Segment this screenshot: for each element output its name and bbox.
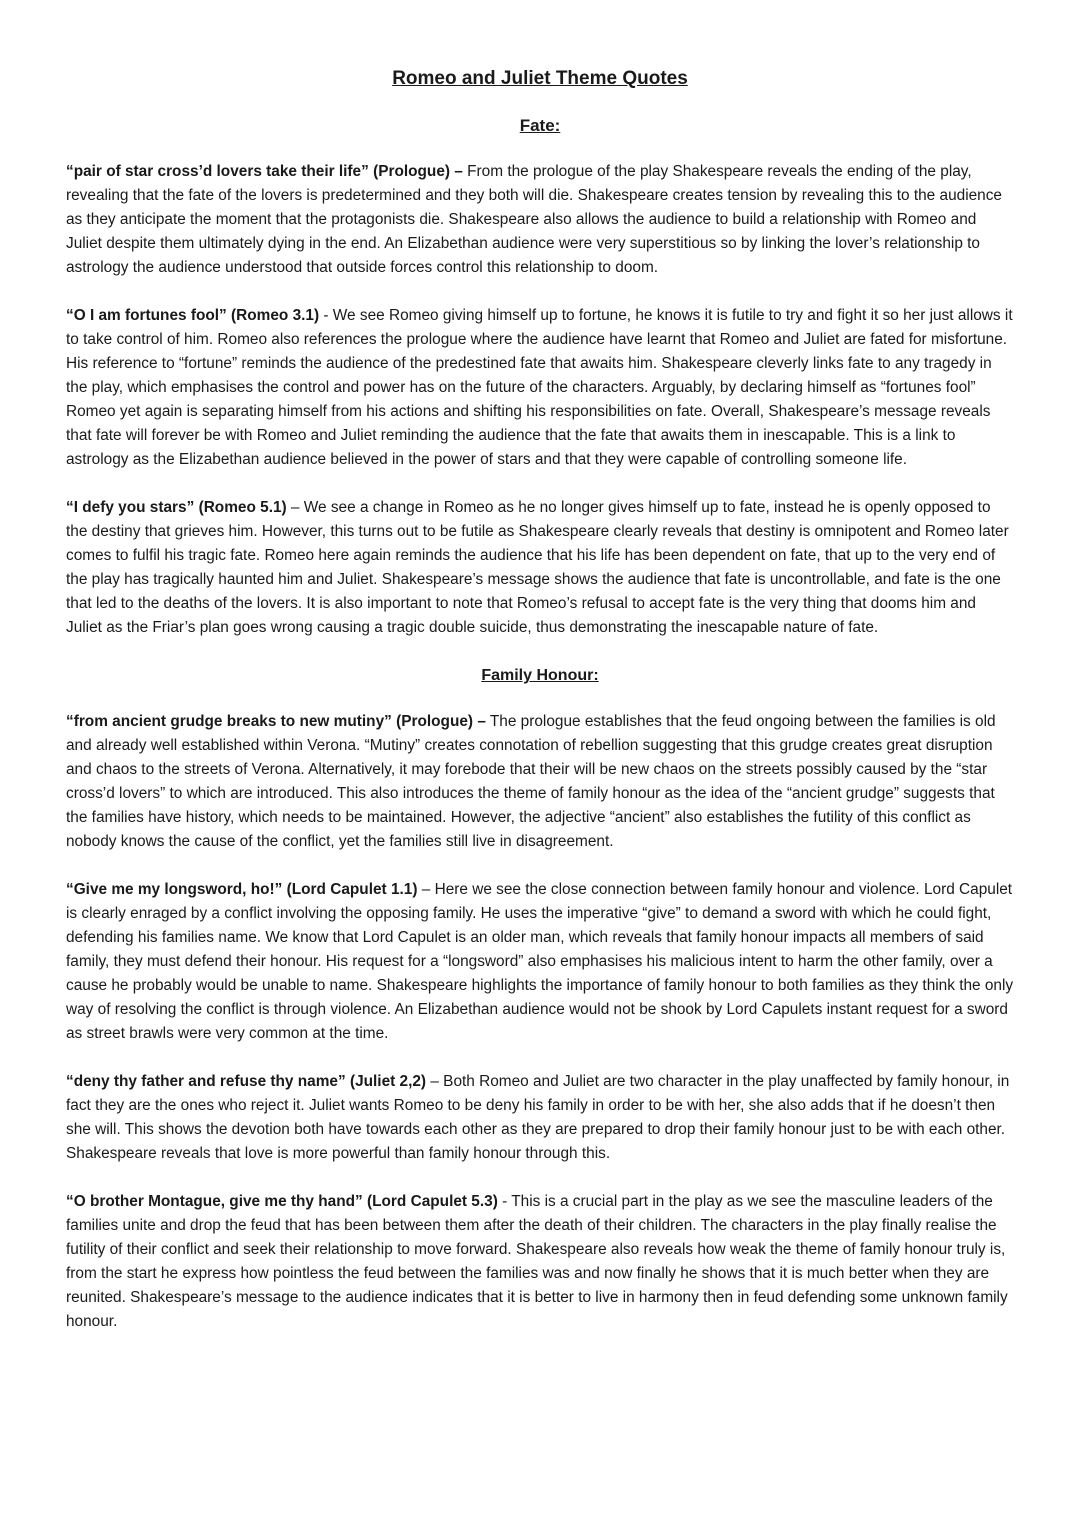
quote-entry <box>66 710 1014 854</box>
quote-entry <box>66 878 1014 1046</box>
quote-text: “pair of star cross’d lovers take their life” (Prologue) – <box>66 163 463 180</box>
analysis-text: – Here we see the close connection between family honour and violence. Lord Capulet is clearly enraged by a conflict involving the opposing family. He uses the imperative “give” to demand a sword with which he could fight, defending his families name. We know that Lord Capulet is an older man, which reveals that family honour impacts all members of said family, they must defend their honour. His request for a “longsword” also emphasises his malicious intent to harm the other family, over a cause he probably would be unable to name. Shakespeare highlights the importance of family honour to both families as they think the only way of resolving the conflict is through violence. An Elizabethan audience would not be shook by Lord Capulets instant request for a sword as street brawls were very common at the time. <box>66 881 1014 1042</box>
quote-text: “deny thy father and refuse thy name” (Juliet 2,2) <box>66 1073 427 1090</box>
analysis-text: – Both Romeo and Juliet are two character in the play unaffected by family honour, in fact they are the ones who reject it. Juliet wants Romeo to be deny his family in order to be with her, she also adds that if he doesn’t then she will. This shows the devotion both have towards each other as they are prepared to drop their family honour just to be with each other. Shakespeare reveals that love is more powerful than family honour through this. <box>66 1073 1010 1162</box>
quote-entry <box>66 304 1014 472</box>
analysis-text: – We see a change in Romeo as he no longer gives himself up to fate, instead he is openly opposed to the destiny that grieves him. However, this turns out to be futile as Shakespeare clearly reveals that destiny is omnipotent and Romeo later comes to fulfil his tragic fate. Romeo here again reminds the audience that his life has been dependent on fate, that up to the very end of the play has tragically haunted him and Juliet. Shakespeare’s message shows the audience that fate is uncontrollable, and fate is the one that led to the deaths of the lovers. It is also important to note that Romeo’s refusal to accept fate is the very thing that dooms him and Juliet as the Friar’s plan goes wrong causing a tragic double suicide, thus demonstrating the inescapable nature of fate. <box>66 499 1009 636</box>
quote-text: “I defy you stars” (Romeo 5.1) <box>66 499 287 516</box>
quote-entry <box>66 496 1014 640</box>
analysis-text: - This is a crucial part in the play as we see the masculine leaders of the families unite and drop the feud that has been between them after the death of their children. The characters in the play finally realise the futility of their conflict and seek their relationship to move forward. Shakespeare also reveals how weak the theme of family honour truly is, from the start he express how pointless the feud between the families was and now finally he shows that it is much better when they are reunited. Shakespeare’s message to the audience indicates that it is better to live in harmony then in feud defending some unknown family honour. <box>66 1193 1008 1330</box>
section-heading-family-honour: Family Honour: <box>481 667 599 684</box>
analysis-text: The prologue establishes that the feud ongoing between the families is old and already well established within Verona. “Mutiny” creates connotation of rebellion suggesting that this grudge creates great disruption and chaos to the streets of Verona. Alternatively, it may forebode that their will be new chaos on the streets possibly caused by the “star cross’d lovers” to which are introduced. This also introduces the theme of family honour as the idea of the “ancient grudge” suggests that the families have history, which needs to be maintained. However, the adjective “ancient” also establishes the futility of this conflict as nobody knows the cause of the conflict, yet the families still live in disagreement. <box>66 713 996 850</box>
document-page <box>66 62 1014 1358</box>
quote-entry <box>66 160 1014 280</box>
section-heading-fate: Fate: <box>519 116 561 135</box>
document-title: Romeo and Juliet Theme Quotes <box>392 68 688 89</box>
quote-text: “O I am fortunes fool” (Romeo 3.1) <box>66 307 320 324</box>
quote-text: “O brother Montague, give me thy hand” (Lord Capulet 5.3) <box>66 1193 498 1210</box>
quote-text: “from ancient grudge breaks to new mutiny” (Prologue) – <box>66 713 486 730</box>
analysis-text: From the prologue of the play Shakespeare reveals the ending of the play, revealing that the fate of the lovers is predetermined and they both will die. Shakespeare creates tension by revealing this to the audience as they anticipate the moment that the protagonists die. Shakespeare also allows the audience to build a relationship with Romeo and Juliet despite them ultimately dying in the end. An Elizabethan audience were very superstitious so by linking the lover’s relationship to astrology the audience understood that outside forces control this relationship to doom. <box>66 163 1002 276</box>
quote-entry <box>66 1070 1014 1166</box>
quote-text: “Give me my longsword, ho!” (Lord Capulet 1.1) <box>66 881 418 898</box>
quote-entry <box>66 1190 1014 1334</box>
analysis-text: - We see Romeo giving himself up to fortune, he knows it is futile to try and fight it so her just allows it to take control of him. Romeo also references the prologue where the audience have learnt that Romeo and Juliet are fated for misfortune. His reference to “fortune” reminds the audience of the predestined fate that awaits him. Shakespeare cleverly links fate to any tragedy in the play, which emphasises the control and power has on the future of the characters. Arguably, by declaring himself as “fortunes fool” Romeo yet again is separating himself from his actions and shifting his responsibilities on fate. Overall, Shakespeare’s message reveals that fate will forever be with Romeo and Juliet reminding the audience that the fate that awaits them in inescapable. This is a link to astrology as the Elizabethan audience believed in the power of stars and that they were capable of controlling someone life. <box>66 307 1013 468</box>
